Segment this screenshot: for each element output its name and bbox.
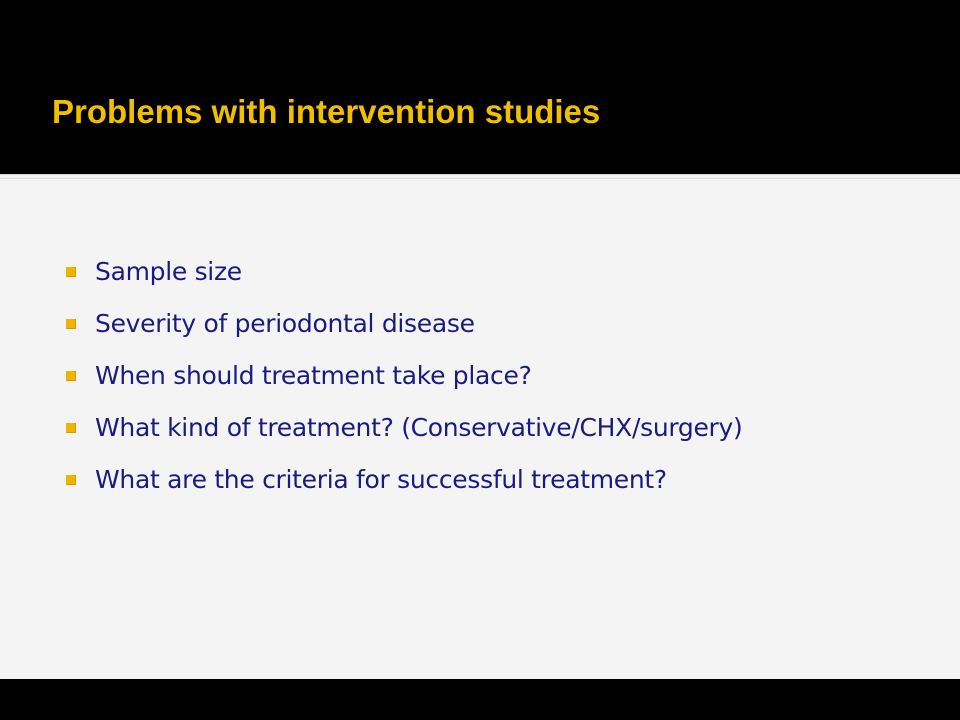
- bullet-text: Severity of periodontal disease: [95, 309, 475, 338]
- bullet-text: What kind of treatment? (Conservative/CHX/surgery): [95, 413, 743, 442]
- bullet-text: Sample size: [95, 257, 242, 286]
- title-band: [0, 0, 960, 174]
- bullet-item: [0, 355, 742, 407]
- square-bullet-icon: [66, 423, 76, 433]
- bullet-text: What are the criteria for successful treatment?: [95, 465, 667, 494]
- bullet-list: [0, 251, 742, 511]
- bullet-item: [0, 459, 742, 511]
- square-bullet-icon: [66, 371, 76, 381]
- content-area: [0, 179, 960, 679]
- bottom-band: [0, 679, 960, 720]
- square-bullet-icon: [66, 319, 76, 329]
- bullet-item: [0, 407, 742, 459]
- bullet-item: [0, 251, 742, 303]
- square-bullet-icon: [66, 475, 76, 485]
- bullet-text: When should treatment take place?: [95, 361, 532, 390]
- slide-title: Problems with intervention studies: [52, 93, 601, 130]
- square-bullet-icon: [66, 267, 76, 277]
- bullet-item: [0, 303, 742, 355]
